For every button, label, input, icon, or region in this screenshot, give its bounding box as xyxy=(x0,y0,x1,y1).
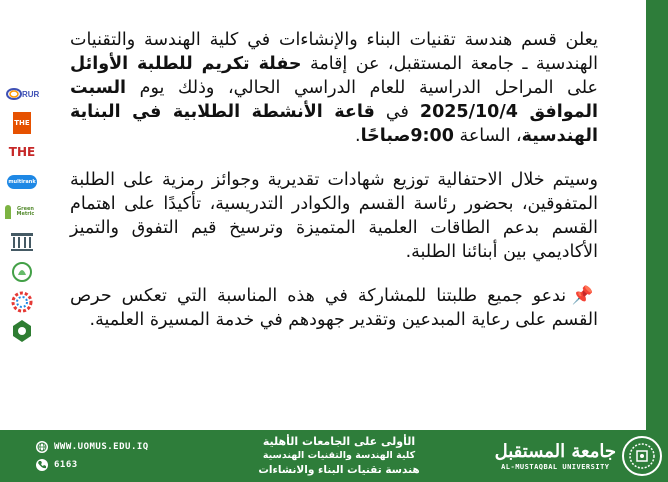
university-branding xyxy=(490,432,668,480)
bold-time: 9:00صباحًا xyxy=(360,126,454,146)
paragraph-details: وسيتم خلال الاحتفالية توزيع شهادات تقديرية وجوائز رمزية على الطلبة المتفوقين، بحضور رئاسة القسم والكوادر التدريسية، تأكيدًا على اهتمام القسم بدعم الطاقات العلمية المتميزة وترسيخ قيم التفوق والتميز الأكاديمي بين أبنائنا الطلبة. xyxy=(70,170,598,262)
university-seal-icon xyxy=(622,436,662,476)
footer-contacts xyxy=(36,438,206,474)
green-leaf-logo xyxy=(5,260,39,284)
bold-venue: قاعة الأنشطة الطلابية في البناية الهندسية xyxy=(70,102,598,146)
website-url[interactable]: WWW.UOMUS.EDU.IQ xyxy=(54,442,149,452)
the-logo-2: THE xyxy=(8,145,36,159)
footer-department: هندسة تقنيات البناء والانشاءات xyxy=(258,464,420,476)
university-name-arabic: جامعة المستقبل xyxy=(494,441,616,462)
footer-college-info xyxy=(230,435,448,477)
paragraph-announcement xyxy=(70,28,598,148)
the-logo-1: THE xyxy=(13,112,31,134)
rankings-strip xyxy=(0,0,44,430)
text-segment: في xyxy=(374,102,420,122)
rur-logo xyxy=(5,82,39,106)
arab-universities-logo xyxy=(5,320,39,344)
sdg-wheel-logo xyxy=(5,290,39,314)
phone-row[interactable] xyxy=(36,456,206,474)
phone-number[interactable]: 6163 xyxy=(54,460,78,470)
text-segment: يعلن قسم هندسة تقنيات البناء والإنشاءات في كلية الهندسة والتقنيات الهندسية ـ جامعة المستقبل، عن إقامة xyxy=(70,30,598,74)
paragraph-invitation xyxy=(70,284,598,332)
globe-icon xyxy=(36,441,48,453)
greenmetric-logo: Green Metric xyxy=(5,200,39,224)
svg-text:RUR: RUR xyxy=(22,90,39,99)
announcement-body xyxy=(70,28,598,408)
right-green-bar xyxy=(646,0,668,430)
text-segment: . xyxy=(354,126,361,146)
multirank-logo: multirank xyxy=(5,170,39,194)
university-name-english: AL-MUSTAQBAL UNIVERSITY xyxy=(501,463,610,471)
invitation-text: ندعو جميع طلبتنا للمشاركة في هذه المناسبة التي تعكس حرص القسم على رعاية المبدعين وتقدير جهودهم في خدمة المسيرة العلمية. xyxy=(70,286,598,330)
text-segment: ، الساعة xyxy=(453,126,522,146)
qs-columns-logo xyxy=(5,230,39,254)
footer-tagline: الأولى على الجامعات الأهلية xyxy=(262,435,416,448)
university-name xyxy=(495,441,616,471)
footer-college: كلية الهندسة والتقنيات الهندسية xyxy=(262,450,416,461)
bold-date: السبت الموافق 2025/10/4 xyxy=(70,78,598,122)
phone-icon xyxy=(36,459,48,471)
website-row[interactable] xyxy=(36,438,206,456)
footer-bar xyxy=(0,430,668,482)
text-segment: على المراحل الدراسية للعام الدراسي الحالي، وذلك يوم xyxy=(126,78,598,98)
bold-ceremony: حفلة تكريم للطلبة الأوائل xyxy=(70,54,302,74)
pushpin-icon: 📌 xyxy=(571,286,598,306)
